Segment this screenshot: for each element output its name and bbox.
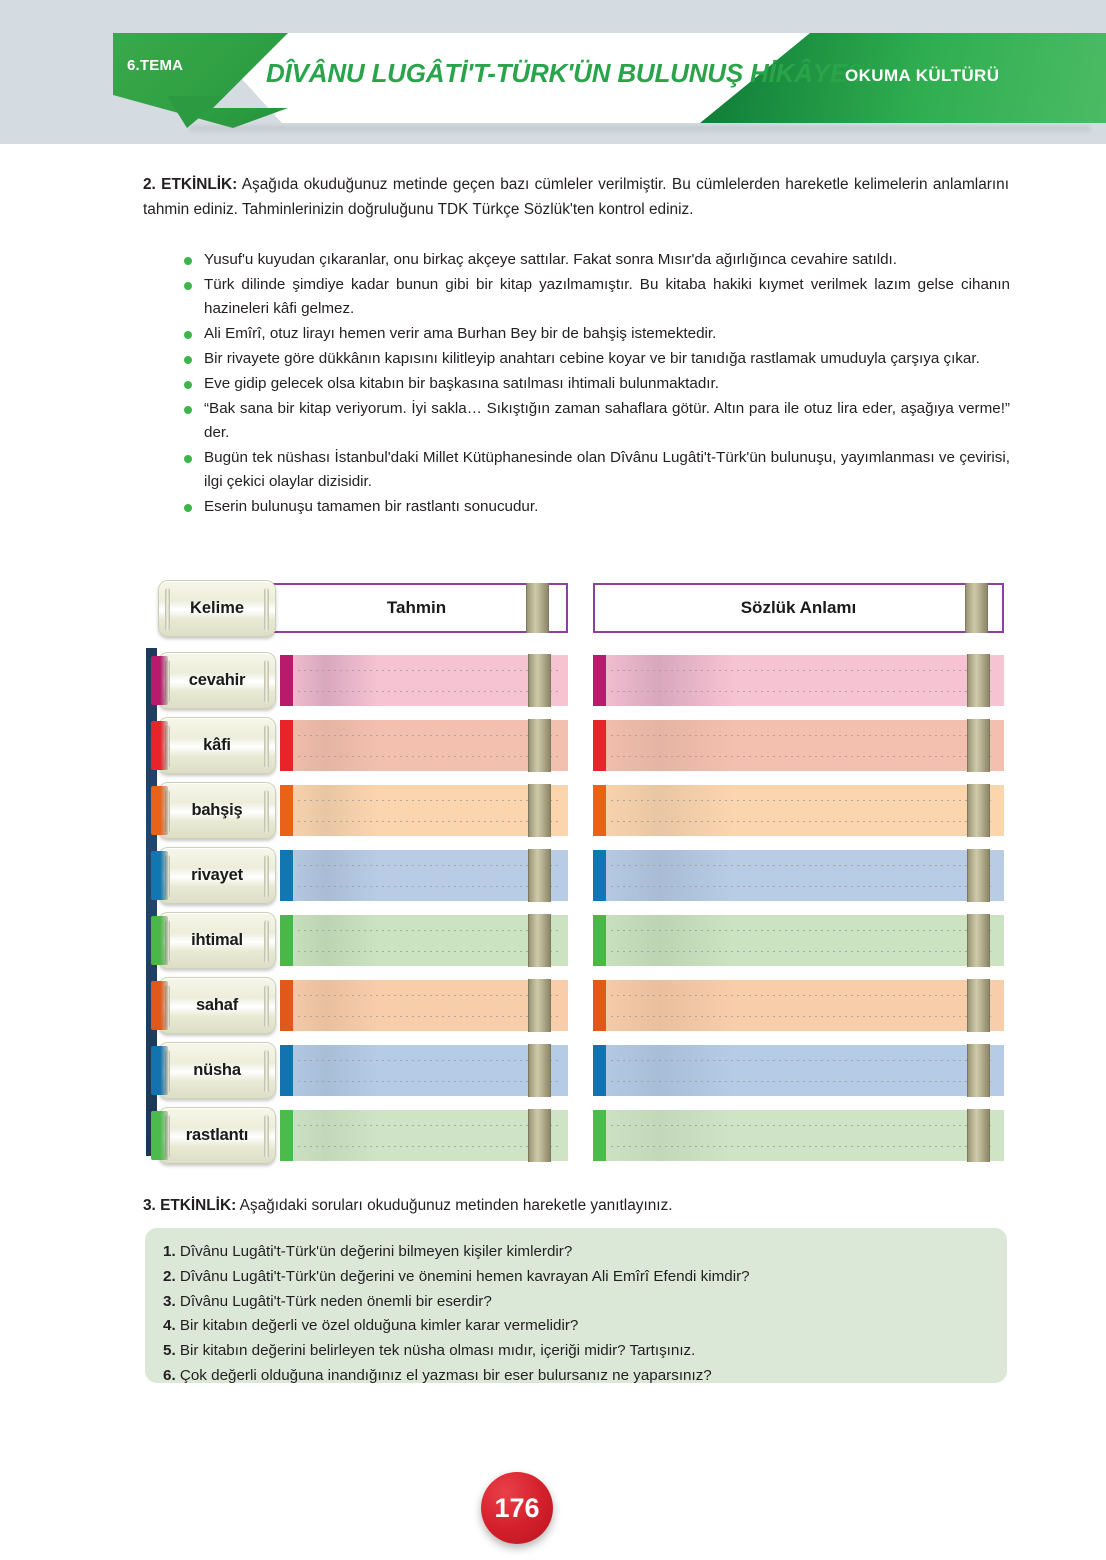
- bar-tab-icon: [967, 849, 990, 902]
- header-subtitle: OKUMA KÜLTÜRÜ: [845, 66, 1000, 85]
- bar-tab-icon: [528, 914, 551, 967]
- activity-3-intro: [143, 1197, 1009, 1215]
- table-body: [145, 648, 1007, 1167]
- row-color-cap: [151, 786, 168, 835]
- bar-tab-icon: [528, 849, 551, 902]
- sentence-bullet-item: Bir rivayete göre dükkânın kapısını kilitleyip anahtarı cebine koyar ve bir tanıdığa rastlamak umuduyla çarşıya çıkar.: [180, 347, 1010, 371]
- header-meaning-label: Sözlük Anlamı: [740, 598, 857, 617]
- table-row: [145, 1038, 1007, 1102]
- bar-color-edge: [593, 720, 606, 771]
- table-row: [145, 778, 1007, 842]
- word-plate: [158, 977, 276, 1034]
- question-text: Bir kitabın değerli ve özel olduğuna kimler karar vermelidir?: [175, 1317, 579, 1335]
- row-color-cap: [151, 851, 168, 900]
- word-plate: [158, 847, 276, 904]
- question-text: Bir kitabın değerini belirleyen tek nüsha olması mıdır, içeriği midir? Tartışınız.: [175, 1342, 696, 1360]
- table-row: [145, 843, 1007, 907]
- sentence-bullet-list: [180, 248, 1010, 520]
- header-cell-word: [158, 580, 276, 637]
- activity-2-intro: [143, 172, 1009, 222]
- sentence-bullet-item: Türk dilinde şimdiye kadar bunun gibi bir kitap yazılmamıştır. Bu kitaba hakiki kıymet verilmek lazım gelse cihanın hazineleri kâfi gelmez.: [180, 273, 1010, 321]
- page-title: DÎVÂNU LUGÂTİ'T-TÜRK'ÜN BULUNUŞ HİKÂYESİ: [266, 58, 872, 88]
- word-plate: [158, 912, 276, 969]
- meaning-input-bar[interactable]: [593, 850, 1004, 901]
- sentence-bullet-item: Bugün tek nüshası İstanbul'daki Millet Kütüphanesinde olan Dîvânu Lugâti't-Türk'ün bulunuşu, yayımlanması ve çevirisi, ilgi çekici olaylar dizisidir.: [180, 446, 1010, 494]
- word-plate: [158, 652, 276, 709]
- bar-color-edge: [280, 915, 293, 966]
- writing-lines: [298, 670, 558, 692]
- table-row: [145, 908, 1007, 972]
- sentence-bullet-item: “Bak sana bir kitap veriyorum. İyi sakla… Sıkıştığın zaman sahaflara götür. Altın para ile otuz lira eder, aşağıya verme!” der.: [180, 397, 1010, 445]
- question-number: 1.: [163, 1243, 176, 1260]
- writing-lines: [611, 1125, 994, 1147]
- question-number: 4.: [163, 1317, 176, 1335]
- row-color-cap: [151, 1046, 168, 1095]
- question-number: 3.: [163, 1292, 176, 1310]
- bar-color-edge: [280, 785, 293, 836]
- activity-2-instruction: Aşağıda okuduğunuz metinde geçen bazı cümleler verilmiştir. Bu cümlelerden hareketle kelimelerin anlamlarını tahmin ediniz. Tahminlerinizin doğruluğunu TDK Türkçe Sözlük'ten kontrol ediniz.: [143, 176, 1009, 219]
- word-label: sahaf: [195, 996, 239, 1014]
- activity-3-label: 3. ETKİNLİK:: [143, 1197, 237, 1214]
- bar-tab-icon: [967, 914, 990, 967]
- bar-color-edge: [280, 980, 293, 1031]
- writing-lines: [298, 930, 558, 952]
- word-label: nüsha: [193, 1061, 241, 1079]
- word-label: ihtimal: [191, 931, 243, 949]
- bar-tab-icon: [967, 784, 990, 837]
- bar-color-edge: [280, 720, 293, 771]
- question-item: [163, 1290, 989, 1315]
- writing-lines: [611, 670, 994, 692]
- question-text: Çok değerli olduğuna inandığınız el yazması bir eser bulursanız ne yaparsınız?: [175, 1366, 712, 1384]
- word-plate: [158, 782, 276, 839]
- writing-lines: [298, 800, 558, 822]
- bar-color-edge: [280, 1045, 293, 1096]
- header-cell-meaning: [593, 583, 1004, 633]
- writing-lines: [611, 800, 994, 822]
- activity-3-instruction: Aşağıdaki soruları okuduğunuz metinden hareketle yanıtlayınız.: [236, 1197, 673, 1214]
- vocabulary-table: [145, 578, 1007, 1168]
- writing-lines: [298, 865, 558, 887]
- meaning-input-bar[interactable]: [593, 980, 1004, 1031]
- meaning-input-bar[interactable]: [593, 1045, 1004, 1096]
- bar-tab-icon: [528, 784, 551, 837]
- question-text: Dîvânu Lugâti't-Türk'ün değerini ve önemini hemen kavrayan Ali Emîrî Efendi kimdir?: [175, 1267, 750, 1285]
- question-item: [163, 1364, 989, 1389]
- bar-tab-icon: [967, 1044, 990, 1097]
- sentence-bullet-item: Eserin bulunuşu tamamen bir rastlantı sonucudur.: [180, 495, 1010, 519]
- bar-color-edge: [593, 915, 606, 966]
- writing-lines: [611, 930, 994, 952]
- row-color-cap: [151, 981, 168, 1030]
- writing-lines: [611, 1060, 994, 1082]
- question-number: 2.: [163, 1267, 176, 1285]
- guess-input-bar[interactable]: [280, 785, 568, 836]
- writing-lines: [611, 995, 994, 1017]
- header-cell-guess: [265, 583, 568, 633]
- bar-tab-icon: [528, 979, 551, 1032]
- question-item: [163, 1240, 989, 1265]
- word-label: cevahir: [188, 671, 246, 689]
- writing-lines: [298, 995, 558, 1017]
- sentence-bullet-item: Ali Emîrî, otuz lirayı hemen verir ama Burhan Bey bir de bahşiş istemektedir.: [180, 322, 1010, 346]
- writing-lines: [611, 865, 994, 887]
- bar-color-edge: [593, 1045, 606, 1096]
- bar-color-edge: [593, 980, 606, 1031]
- word-label: rastlantı: [185, 1126, 249, 1144]
- bar-color-edge: [280, 655, 293, 706]
- bar-tab-icon: [528, 654, 551, 707]
- row-color-cap: [151, 1111, 168, 1160]
- bar-color-edge: [280, 850, 293, 901]
- meaning-input-bar[interactable]: [593, 1110, 1004, 1161]
- word-label: rivayet: [191, 866, 243, 884]
- word-plate: [158, 717, 276, 774]
- sentence-bullet-item: Eve gidip gelecek olsa kitabın bir başkasına satılması ihtimali bulunmaktadır.: [180, 372, 1010, 396]
- meaning-input-bar[interactable]: [593, 915, 1004, 966]
- meaning-input-bar[interactable]: [593, 785, 1004, 836]
- row-color-cap: [151, 656, 168, 705]
- row-color-cap: [151, 721, 168, 770]
- question-item: [163, 1265, 989, 1290]
- bar-tab-icon: [967, 654, 990, 707]
- row-color-cap: [151, 916, 168, 965]
- meaning-input-bar[interactable]: [593, 655, 1004, 706]
- bar-tab-icon: [528, 1109, 551, 1162]
- guess-input-bar[interactable]: [280, 1045, 568, 1096]
- page-number-badge: 176: [481, 1472, 553, 1544]
- table-header-row: [145, 578, 1007, 640]
- guess-input-bar[interactable]: [280, 850, 568, 901]
- bar-tab-icon: [528, 719, 551, 772]
- table-row: [145, 973, 1007, 1037]
- writing-lines: [298, 735, 558, 757]
- table-row: [145, 713, 1007, 777]
- bar-color-edge: [593, 1110, 606, 1161]
- guess-input-bar[interactable]: [280, 720, 568, 771]
- word-plate: [158, 1107, 276, 1164]
- sentence-bullet-item: Yusuf'u kuyudan çıkaranlar, onu birkaç akçeye sattılar. Fakat sonra Mısır'da ağırlığınca cevahire satıldı.: [180, 248, 1010, 272]
- header-guess-label: Tahmin: [386, 598, 447, 617]
- tema-label: 6.TEMA: [127, 57, 184, 74]
- question-text: Dîvânu Lugâti't-Türk'ün değerini bilmeyen kişiler kimlerdir?: [175, 1243, 573, 1260]
- bar-tab-icon: [967, 1109, 990, 1162]
- question-box: [145, 1228, 1007, 1383]
- bar-color-edge: [593, 850, 606, 901]
- guess-input-bar[interactable]: [280, 980, 568, 1031]
- word-plate: [158, 1042, 276, 1099]
- question-list: [163, 1240, 989, 1389]
- question-number: 5.: [163, 1342, 176, 1360]
- guess-input-bar[interactable]: [280, 1110, 568, 1161]
- bar-color-edge: [593, 785, 606, 836]
- bar-tab-icon: [967, 979, 990, 1032]
- header-shadow: [190, 126, 1090, 134]
- guess-input-bar[interactable]: [280, 655, 568, 706]
- question-item: [163, 1339, 989, 1364]
- question-text: Dîvânu Lugâti't-Türk neden önemli bir eserdir?: [175, 1292, 492, 1310]
- writing-lines: [298, 1060, 558, 1082]
- word-label: kâfi: [203, 736, 231, 754]
- question-item: [163, 1314, 989, 1339]
- page-header-band: [0, 0, 1106, 144]
- header-word-label: Kelime: [189, 599, 245, 617]
- bar-tab-icon: [967, 719, 990, 772]
- word-label: bahşiş: [191, 801, 243, 819]
- question-number: 6.: [163, 1366, 176, 1384]
- table-row: [145, 1103, 1007, 1167]
- header-guess-tab-icon: [526, 583, 549, 633]
- bar-tab-icon: [528, 1044, 551, 1097]
- bar-color-edge: [280, 1110, 293, 1161]
- guess-input-bar[interactable]: [280, 915, 568, 966]
- header-meaning-tab-icon: [965, 583, 988, 633]
- table-row: [145, 648, 1007, 712]
- writing-lines: [611, 735, 994, 757]
- activity-2-label: 2. ETKİNLİK:: [143, 176, 238, 193]
- meaning-input-bar[interactable]: [593, 720, 1004, 771]
- writing-lines: [298, 1125, 558, 1147]
- bar-color-edge: [593, 655, 606, 706]
